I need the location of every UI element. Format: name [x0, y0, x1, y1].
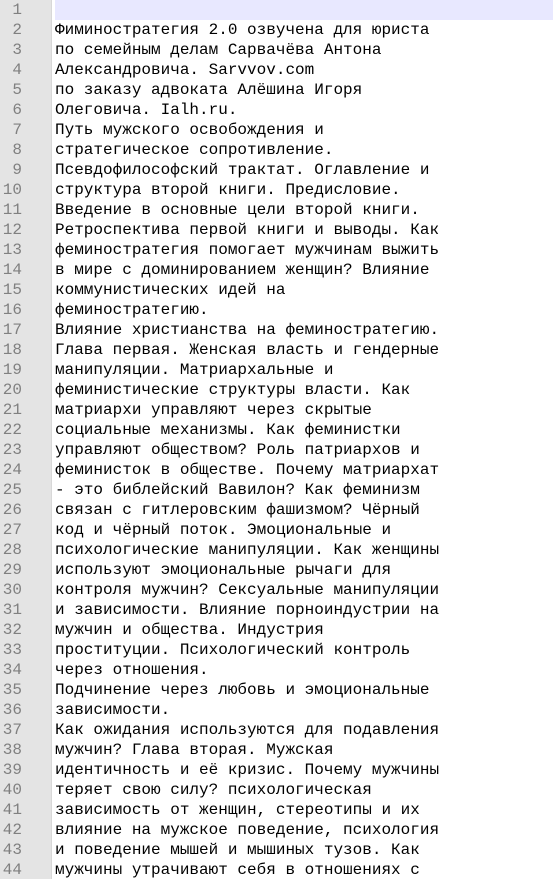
line-text[interactable]: идентичность и её кризис. Почему мужчины — [55, 761, 440, 779]
line-number: 2 — [12, 21, 22, 39]
line-number: 40 — [2, 781, 22, 799]
line-number: 14 — [2, 261, 22, 279]
line-number: 33 — [2, 641, 22, 659]
line-text[interactable]: мужчины утрачивают себя в отношениях с — [55, 861, 420, 879]
line-number: 34 — [2, 661, 22, 679]
line-text[interactable]: теряет свою силу? психологическая — [55, 781, 372, 799]
editor-line[interactable] — [0, 40, 553, 60]
editor-line[interactable] — [0, 400, 553, 420]
editor-line[interactable] — [0, 700, 553, 720]
line-number: 20 — [2, 381, 22, 399]
line-number: 41 — [2, 801, 22, 819]
editor-line[interactable] — [0, 240, 553, 260]
line-text[interactable]: по заказу адвоката Алёшина Игоря — [55, 81, 363, 99]
editor-line[interactable] — [0, 20, 553, 40]
line-text[interactable]: структура второй книги. Предисловие. — [55, 181, 401, 199]
editor-line[interactable] — [0, 380, 553, 400]
line-text[interactable]: Фиминостратегия 2.0 озвучена для юриста — [55, 21, 430, 39]
line-number: 1 — [12, 1, 22, 19]
line-number: 5 — [12, 81, 22, 99]
line-text[interactable]: Александровича. Sarvvov.com — [55, 61, 315, 79]
line-number: 37 — [2, 721, 22, 739]
line-number: 30 — [2, 581, 22, 599]
line-text[interactable]: и зависимости. Влияние порноиндустрии на — [55, 601, 440, 619]
line-text[interactable]: Путь мужского освобождения и — [55, 121, 324, 139]
editor-line[interactable] — [0, 620, 553, 640]
line-text[interactable]: коммунистических идей на — [55, 281, 286, 299]
editor-line[interactable] — [0, 140, 553, 160]
editor-line[interactable] — [0, 800, 553, 820]
line-text[interactable]: по семейным делам Сарвачёва Антона — [55, 41, 382, 59]
line-text[interactable]: психологические манипуляции. Как женщины — [55, 541, 440, 559]
editor-line[interactable] — [0, 860, 553, 879]
line-number: 32 — [2, 621, 22, 639]
line-number: 23 — [2, 441, 22, 459]
line-number: 43 — [2, 841, 22, 859]
editor-line[interactable] — [0, 360, 553, 380]
line-text[interactable] — [55, 0, 553, 20]
line-text[interactable]: мужчин и общества. Индустрия — [55, 621, 324, 639]
editor-line[interactable] — [0, 200, 553, 220]
editor-line[interactable] — [0, 220, 553, 240]
line-text[interactable]: через отношения. — [55, 661, 209, 679]
line-number: 39 — [2, 761, 22, 779]
line-text[interactable]: Подчинение через любовь и эмоциональные — [55, 681, 430, 699]
line-text[interactable]: используют эмоциональные рычаги для — [55, 561, 392, 579]
line-number: 21 — [2, 401, 22, 419]
line-text[interactable]: мужчин? Глава вторая. Мужская — [55, 741, 334, 759]
line-text[interactable]: феминостратегия помогает мужчинам выжить — [55, 241, 440, 259]
line-text[interactable]: Псевдофилософский трактат. Оглавление и — [55, 161, 430, 179]
line-number: 4 — [12, 61, 22, 79]
editor-line[interactable] — [0, 480, 553, 500]
line-number: 22 — [2, 421, 22, 439]
editor-line[interactable] — [0, 560, 553, 580]
editor-line[interactable] — [0, 600, 553, 620]
line-number: 31 — [2, 601, 22, 619]
editor-line[interactable] — [0, 440, 553, 460]
line-text[interactable]: связан с гитлеровским фашизмом? Чёрный — [55, 501, 420, 519]
line-number: 11 — [2, 201, 22, 219]
line-text[interactable]: манипуляции. Матриархальные и — [55, 361, 334, 379]
line-number: 16 — [2, 301, 22, 319]
line-number: 38 — [2, 741, 22, 759]
line-text[interactable]: феминостратегию. — [55, 301, 209, 319]
editor-line[interactable] — [0, 520, 553, 540]
line-number: 17 — [2, 321, 22, 339]
editor-line[interactable] — [0, 780, 553, 800]
editor-line[interactable] — [0, 100, 553, 120]
editor-line[interactable] — [0, 760, 553, 780]
line-text[interactable]: феминистические структуры власти. Как — [55, 381, 411, 399]
line-number: 29 — [2, 561, 22, 579]
line-text[interactable]: Олеговича. Ialh.ru. — [55, 101, 238, 119]
editor-line[interactable] — [0, 660, 553, 680]
editor-line[interactable] — [0, 540, 553, 560]
editor-line[interactable] — [0, 320, 553, 340]
line-text[interactable]: код и чёрный поток. Эмоциональные и — [55, 521, 392, 539]
editor-line[interactable] — [0, 80, 553, 100]
line-number: 12 — [2, 221, 22, 239]
editor-line[interactable] — [0, 180, 553, 200]
line-number: 7 — [12, 121, 22, 139]
line-text[interactable]: влияние на мужское поведение, психология — [55, 821, 440, 839]
line-number: 9 — [12, 161, 22, 179]
line-text[interactable]: зависимость от женщин, стереотипы и их — [55, 801, 420, 819]
line-text[interactable]: Влияние христианства на феминостратегию. — [55, 321, 440, 339]
editor-line[interactable] — [0, 0, 553, 20]
line-number: 28 — [2, 541, 22, 559]
editor-line[interactable] — [0, 120, 553, 140]
editor-line[interactable] — [0, 840, 553, 860]
editor-line[interactable] — [0, 260, 553, 280]
line-text[interactable]: матриархи управляют через скрытые — [55, 401, 372, 419]
line-text[interactable]: в мире с доминированием женщин? Влияние — [55, 261, 430, 279]
line-text[interactable]: контроля мужчин? Сексуальные манипуляции — [55, 581, 440, 599]
line-text[interactable]: Введение в основные цели второй книги. — [55, 201, 420, 219]
line-number: 6 — [12, 101, 22, 119]
editor-line[interactable] — [0, 640, 553, 660]
line-number: 10 — [2, 181, 22, 199]
editor-line[interactable] — [0, 160, 553, 180]
line-number: 18 — [2, 341, 22, 359]
line-text[interactable]: социальные механизмы. Как феминистки — [55, 421, 401, 439]
line-text[interactable]: феминисток в обществе. Почему матриархат — [55, 461, 440, 479]
line-number: 25 — [2, 481, 22, 499]
line-text[interactable]: Как ожидания используются для подавления — [55, 721, 440, 739]
editor-line[interactable] — [0, 820, 553, 840]
line-text[interactable]: проституции. Психологический контроль — [55, 641, 411, 659]
line-number: 27 — [2, 521, 22, 539]
line-text[interactable]: управляют обществом? Роль патриархов и — [55, 441, 420, 459]
line-number: 19 — [2, 361, 22, 379]
line-text[interactable]: стратегическое сопротивление. — [55, 141, 334, 159]
editor-line[interactable] — [0, 500, 553, 520]
editor-line[interactable] — [0, 740, 553, 760]
editor-line[interactable] — [0, 300, 553, 320]
line-number: 26 — [2, 501, 22, 519]
editor-line[interactable] — [0, 460, 553, 480]
editor-line[interactable] — [0, 280, 553, 300]
line-text[interactable]: и поведение мышей и мышиных тузов. Как — [55, 841, 420, 859]
line-number: 44 — [2, 861, 22, 879]
editor-line[interactable] — [0, 340, 553, 360]
line-number: 42 — [2, 821, 22, 839]
line-number: 8 — [12, 141, 22, 159]
line-text[interactable]: - это библейский Вавилон? Как феминизм — [55, 481, 420, 499]
line-text[interactable]: Ретроспектива первой книги и выводы. Как — [55, 221, 440, 239]
line-number: 24 — [2, 461, 22, 479]
editor-line[interactable] — [0, 420, 553, 440]
editor-line[interactable] — [0, 60, 553, 80]
line-number: 3 — [12, 41, 22, 59]
line-number: 36 — [2, 701, 22, 719]
editor-line[interactable] — [0, 680, 553, 700]
line-text[interactable]: Глава первая. Женская власть и гендерные — [55, 341, 440, 359]
line-number: 15 — [2, 281, 22, 299]
line-number: 35 — [2, 681, 22, 699]
editor-line[interactable] — [0, 720, 553, 740]
line-text[interactable]: зависимости. — [55, 701, 171, 719]
editor-line[interactable] — [0, 580, 553, 600]
line-number: 13 — [2, 241, 22, 259]
